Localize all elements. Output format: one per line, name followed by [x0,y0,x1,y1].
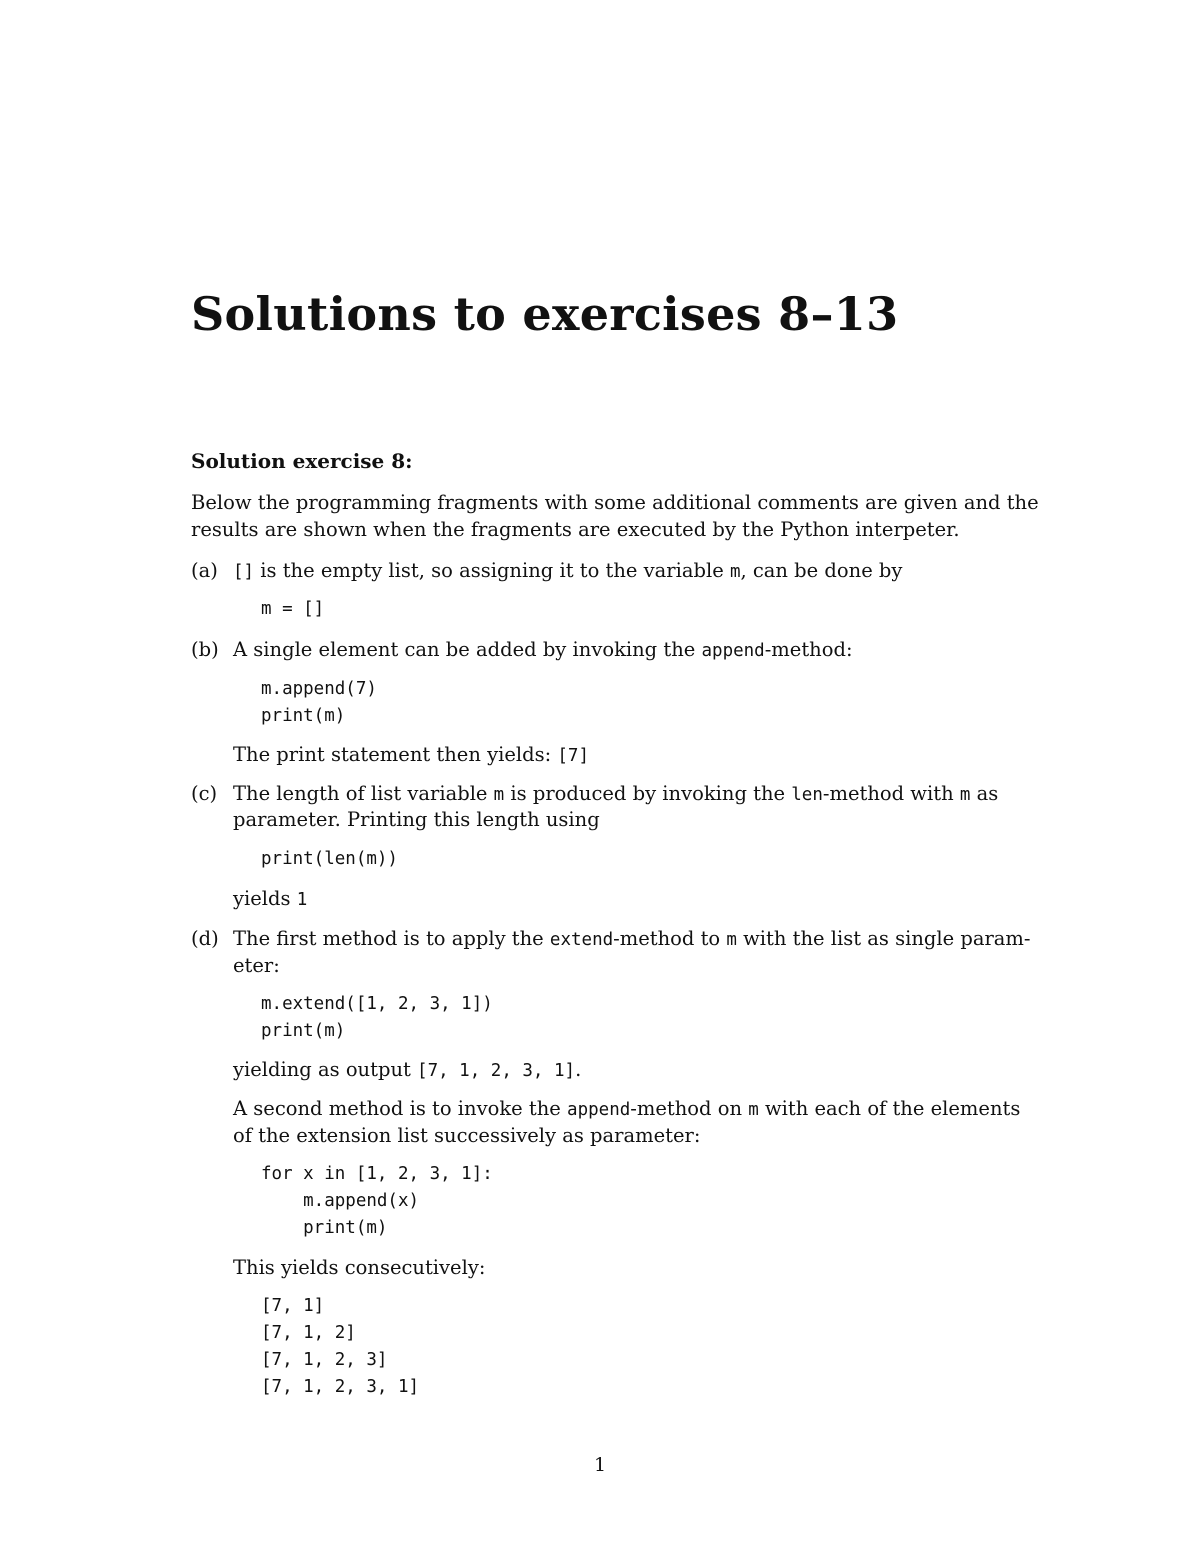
page-number: 1 [593,1454,607,1476]
item-a-text [233,557,902,586]
inline-code: m [959,785,971,805]
text-fragment: with each of the elements [758,1097,1021,1120]
text-fragment: with the list as single param- [736,927,1031,950]
item-d-line-1 [233,925,1031,954]
inline-code: [7, 1, 2, 3, 1] [417,1061,576,1081]
item-label-b: (b) [191,638,219,661]
item-label-c: (c) [191,782,218,805]
item-c-result [233,885,307,914]
item-d-para2-line-1 [233,1095,1020,1124]
item-d-para2-line-2: of the extension list successively as parameter: [233,1124,701,1147]
code-block-a: m = [] [261,599,325,619]
page-title: Solutions to exercises 8–13 [191,287,899,341]
item-d-result-2: This yields consecutively: [233,1256,486,1279]
text-fragment: -method with [822,782,960,805]
text-fragment: is the empty list, so assigning it to the variable [254,559,730,582]
inline-code: [7] [557,746,589,766]
inline-code: m [729,562,741,582]
inline-code: extend [549,930,614,950]
inline-code: len [791,785,823,805]
inline-code: append [701,641,765,661]
text-fragment: The print statement then yields: [233,743,558,766]
inline-code: 1 [296,890,308,910]
text-fragment: yields [233,887,297,910]
section-heading: Solution exercise 8: [191,449,413,473]
text-fragment: as [970,782,999,805]
code-block-d-3: [7, 1] [7, 1, 2] [7, 1, 2, 3] [7, 1, 2, 3, 1] [261,1296,420,1397]
code-block-d-2: for x in [1, 2, 3, 1]: m.append(x) print(m) [261,1164,493,1238]
item-d-result-1 [233,1056,581,1085]
code-block-c: print(len(m)) [261,849,398,869]
text-fragment: -method: [764,638,853,661]
text-fragment: A second method is to invoke the [233,1097,568,1120]
text-fragment: A single element can be added by invoking the [233,638,702,661]
inline-code: m [493,785,505,805]
inline-code: [] [233,562,255,582]
code-block-b: m.append(7) print(m) [261,679,377,726]
intro-line-1: Below the programming fragments with some additional comments are given and the [191,491,1039,514]
intro-paragraph [191,489,1039,543]
text-fragment: -method to [613,927,727,950]
inline-code: append [567,1100,631,1120]
item-label-a: (a) [191,559,218,582]
item-c-line-2: parameter. Printing this length using [233,808,600,831]
text-fragment: yielding as output [233,1058,418,1081]
code-block-d-1: m.extend([1, 2, 3, 1]) print(m) [261,994,493,1041]
item-b-text [233,636,853,665]
text-fragment: , can be done by [740,559,903,582]
inline-code: m [726,930,737,950]
text-fragment: The length of list variable [233,782,494,805]
text-fragment: is produced by invoking the [504,782,792,805]
text-fragment: -method on [630,1097,749,1120]
intro-line-2: results are shown when the fragments are executed by the Python interpeter. [191,518,960,541]
item-c-line-1 [233,780,998,809]
inline-code: m [748,1100,759,1120]
item-b-result [233,741,589,770]
item-label-d: (d) [191,927,219,950]
text-fragment: . [575,1058,582,1081]
item-d-line-2: eter: [233,954,280,977]
text-fragment: The first method is to apply the [233,927,550,950]
